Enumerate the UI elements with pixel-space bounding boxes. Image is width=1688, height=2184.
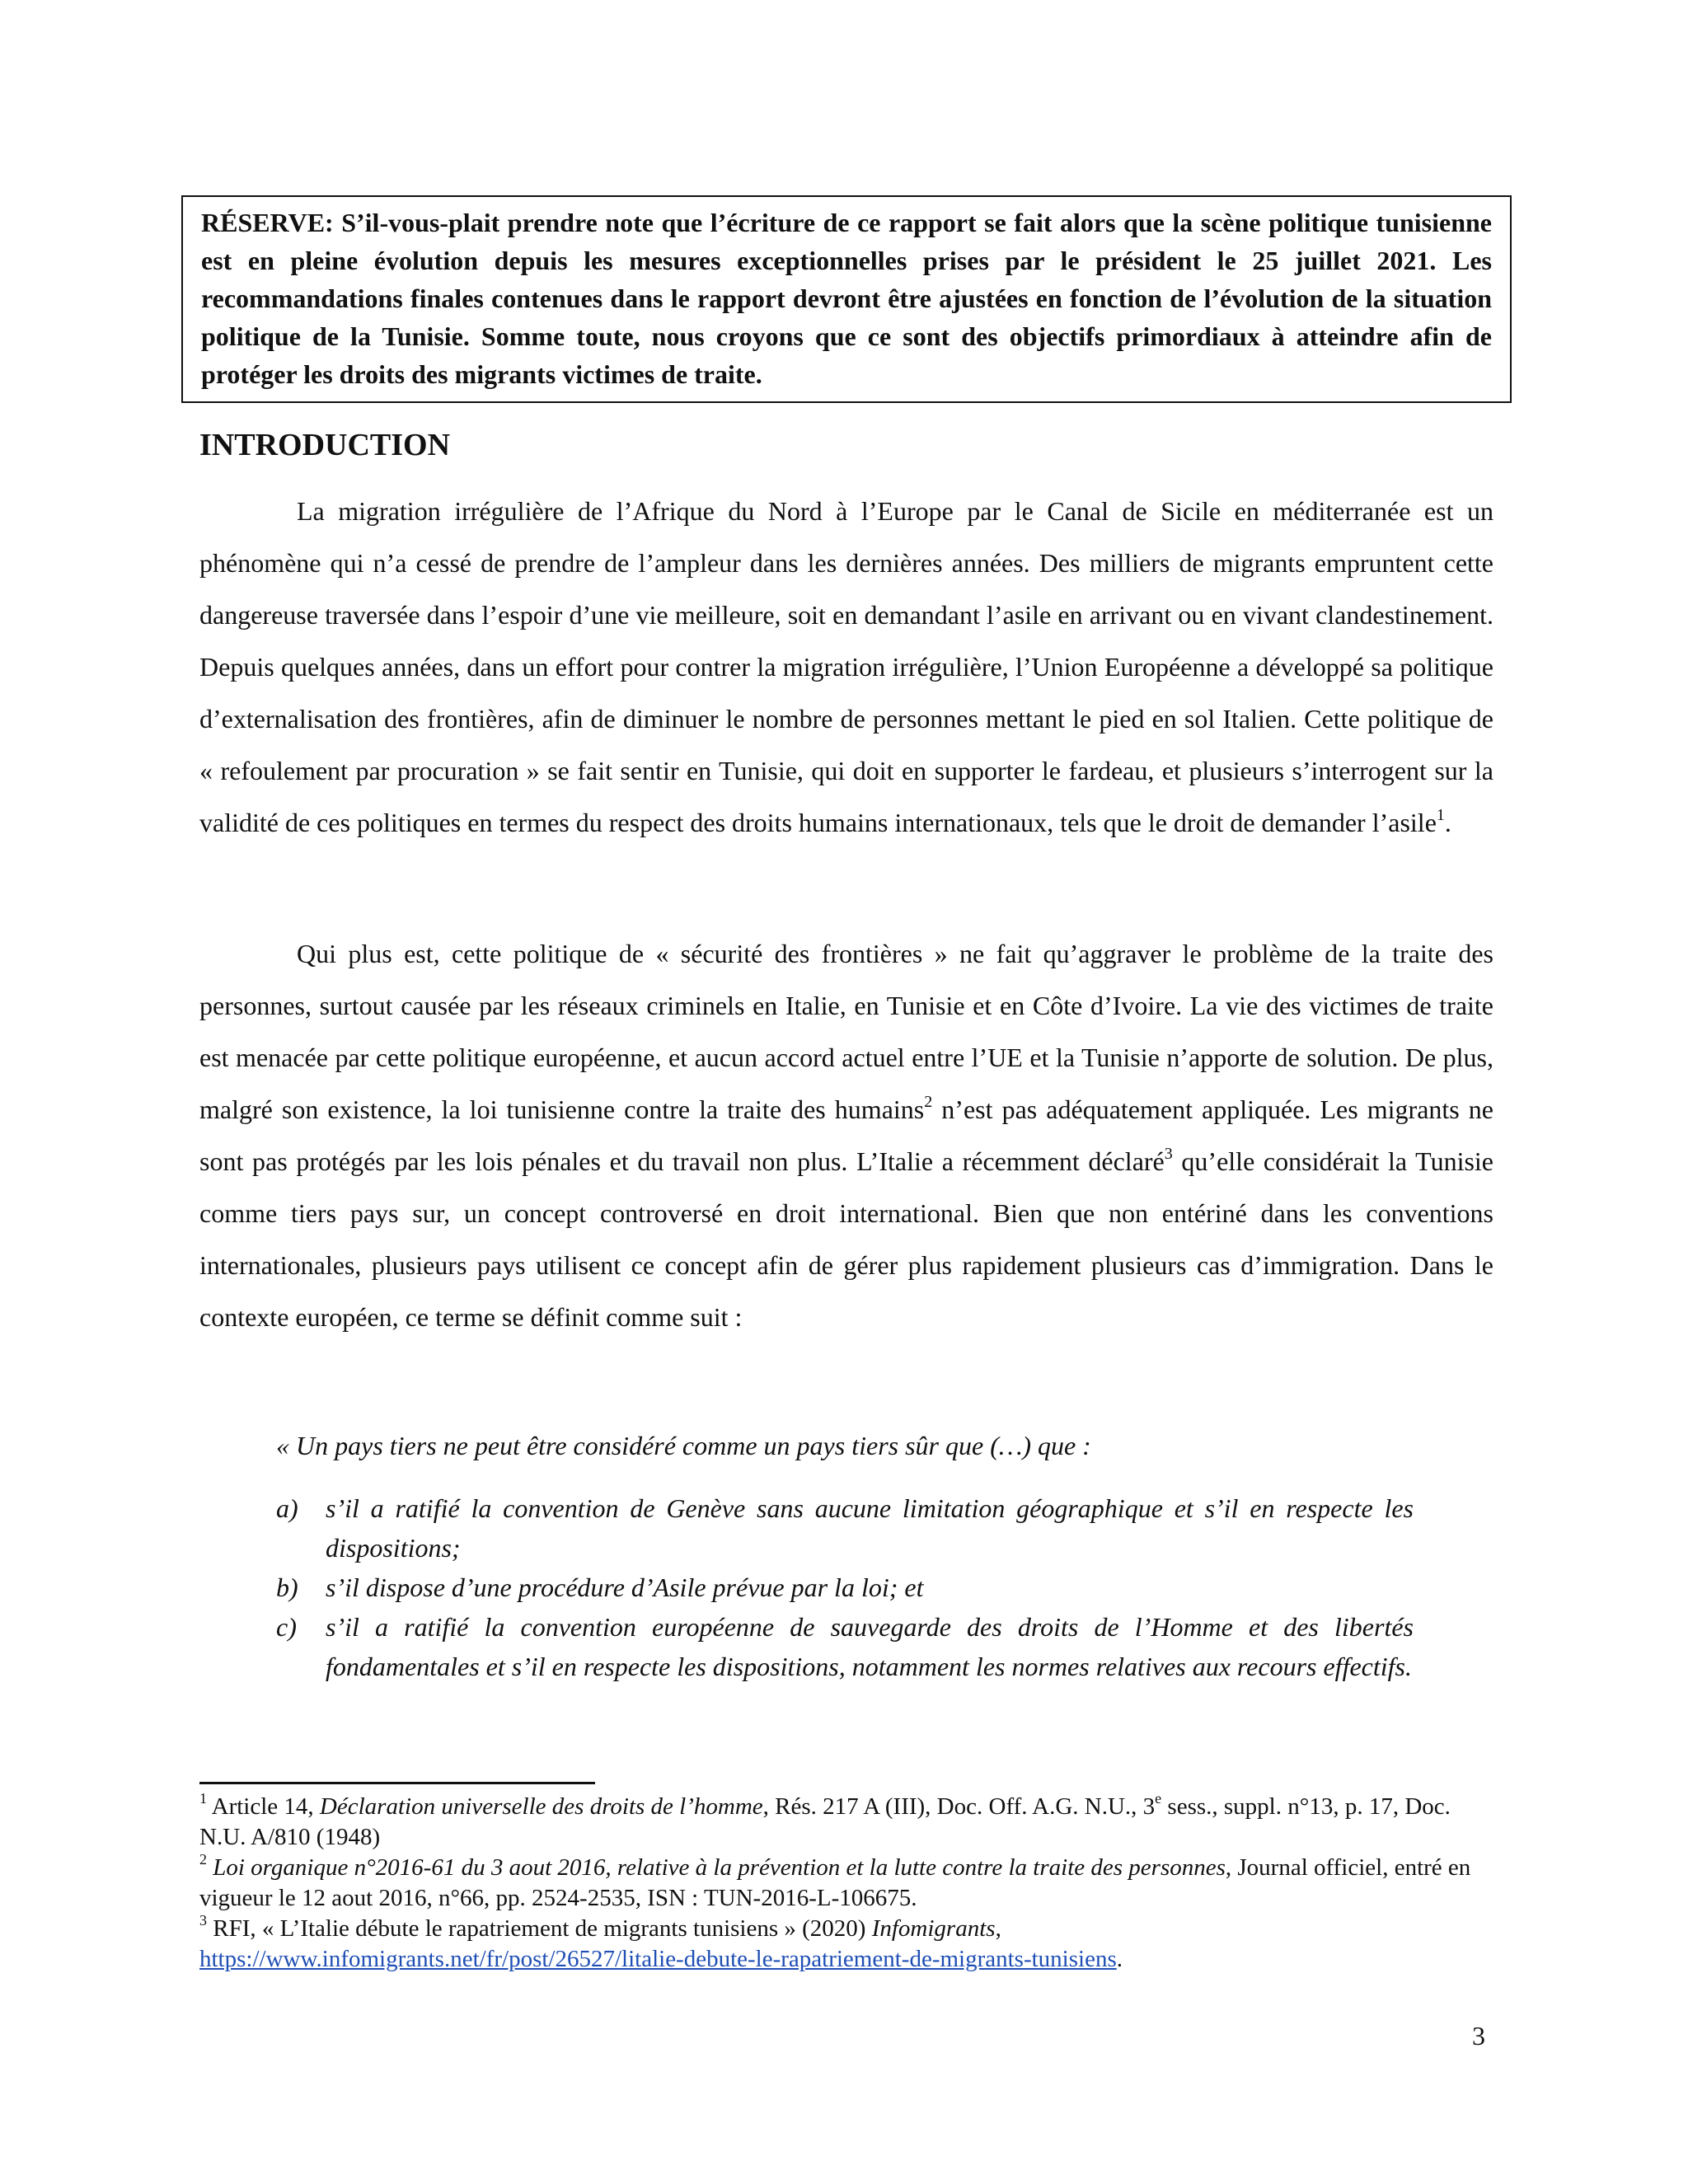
reserve-notice-box xyxy=(181,195,1512,403)
clause-text: s’il a ratifié la convention de Genève sans aucune limitation géographique et s’il en respecte les dispositions; xyxy=(326,1493,1414,1563)
footnote-text: , xyxy=(995,1915,1001,1942)
footnote-title: Déclaration universelle des droits de l’homme xyxy=(319,1793,763,1820)
intro-paragraph-1 xyxy=(199,485,1493,849)
quote-intro: « Un pays tiers ne peut être considéré comme un pays tiers sûr que (…) que : xyxy=(276,1431,1091,1460)
clause-text: s’il a ratifié la convention européenne de sauvegarde des droits de l’Homme et des libertés fondamentales et s’il en respecte les dispositions, notamment les normes relatives aux recours effectifs. xyxy=(326,1612,1414,1681)
paragraph-text: Qui plus est, cette politique de « sécurité des frontières » ne fait qu’aggraver le problème de la traite des personnes, surtout causée par les réseaux criminels en Italie, en Tunisie et en Côte d’Ivoire. La vie des victimes de traite est menacée par cette politique européenne, et aucun accord actuel entre l’UE et la Tunisie n’apporte de solution. De plus, malgré son existence, la loi tunisienne contre la traite des humains xyxy=(199,939,1493,1124)
footnote-1 xyxy=(199,1792,1493,1853)
quote-clause xyxy=(276,1607,1414,1686)
reserve-text: S’il-vous-plait prendre note que l’écriture de ce rapport se fait alors que la scène politique tunisienne est en pleine évolution depuis les mesures exceptionnelles prises par le président le 25 juillet 2021. Les recommandations finales contenues dans le rapport devront être ajustées en fonction de l’évolution de la situation politique de la Tunisie. Somme toute, nous croyons que ce sont des objectifs primordiaux à atteindre afin de protéger les droits des migrants victimes de traite. xyxy=(201,208,1493,389)
footnote-text: sess., suppl. n°13, p. 17, Doc. N.U. A/810 (1948) xyxy=(199,1793,1451,1850)
footnote-text: Article 14, xyxy=(207,1793,320,1820)
page-number: 3 xyxy=(1472,2021,1485,2050)
footnote-separator xyxy=(199,1782,595,1784)
reserve-label: RÉSERVE: xyxy=(201,208,334,237)
footnote-3 xyxy=(199,1914,1493,1975)
clause-letter: a) xyxy=(276,1493,298,1523)
paragraph-text: La migration irrégulière de l’Afrique du Nord à l’Europe par le Canal de Sicile en méditerranée est un phénomène qui n’a cessé de prendre de l’ampleur dans les dernières années. Des milliers de migrants empruntent cette dangereuse traversée dans l’espoir d’une vie meilleure, soit en demandant l’asile en arrivant ou en vivant clandestinement. Depuis quelques années, dans un effort pour contrer la migration irrégulière, l’Union Européenne a développé sa politique d’externalisation des frontières, afin de diminuer le nombre de personnes mettant le pied en sol Italien. Cette politique de « refoulement par procuration » se fait sentir en Tunisie, qui doit en supporter le fardeau, et plusieurs s’interrogent sur la validité de ces politiques en termes du respect des droits humains internationaux, tels que le droit de demander l’asile xyxy=(199,496,1493,837)
clause-letter: b) xyxy=(276,1572,298,1602)
footnote-superscript: e xyxy=(1155,1790,1162,1807)
footnote-text: , Rés. 217 A (III), Doc. Off. A.G. N.U., 3 xyxy=(762,1793,1156,1820)
footnote-link[interactable]: https://www.infomigrants.net/fr/post/26527/litalie-debute-le-rapatriement-de-migrants-tunisiens xyxy=(199,1946,1117,1972)
footnote-text: RFI, « L’Italie débute le rapatriement de migrants tunisiens » (2020) xyxy=(207,1915,872,1942)
quote-clause xyxy=(276,1568,1414,1607)
footnote-2 xyxy=(199,1853,1493,1914)
clause-letter: c) xyxy=(276,1612,297,1642)
clause-text: s’il dispose d’une procédure d’Asile prévue par la loi; et xyxy=(326,1572,924,1602)
quote-clause-list xyxy=(276,1488,1414,1686)
footnote-number: 1 xyxy=(199,1790,207,1807)
footnote-number: 2 xyxy=(199,1851,207,1868)
paragraph-text: n’est pas adéquatement appliquée. Les migrants ne sont pas protégés par les lois pénales et du travail non plus. L’Italie a récemment déclaré xyxy=(199,1094,1494,1176)
footnote-title: Loi organique n°2016-61 du 3 aout 2016, relative à la prévention et la lutte contre la traite des personnes xyxy=(213,1854,1226,1881)
footnotes xyxy=(199,1792,1493,1975)
section-heading: INTRODUCTION xyxy=(199,428,451,462)
quote-clause xyxy=(276,1488,1414,1568)
intro-paragraph-2 xyxy=(199,928,1493,1343)
footnote-ref[interactable]: 3 xyxy=(1164,1145,1173,1164)
footnote-text: . xyxy=(1116,1946,1123,1972)
paragraph-text: qu’elle considérait la Tunisie comme tiers pays sur, un concept controversé en droit international. Bien que non entériné dans les conventions internationales, plusieurs pays utilisent ce concept afin de gérer plus rapidement plusieurs cas d’immigration. Dans le contexte européen, ce terme se définit comme suit : xyxy=(199,1146,1494,1332)
footnote-ref[interactable]: 1 xyxy=(1436,806,1445,825)
footnote-number: 3 xyxy=(199,1912,207,1929)
paragraph-text: . xyxy=(1444,808,1451,837)
footnote-ref[interactable]: 2 xyxy=(924,1093,933,1112)
footnote-title: Infomigrants xyxy=(871,1915,996,1942)
footnote-text: , Journal officiel, entré en vigueur le 12 aout 2016, n°66, pp. 2524-2535, ISN : TUN-2016-L-106675. xyxy=(199,1854,1471,1911)
